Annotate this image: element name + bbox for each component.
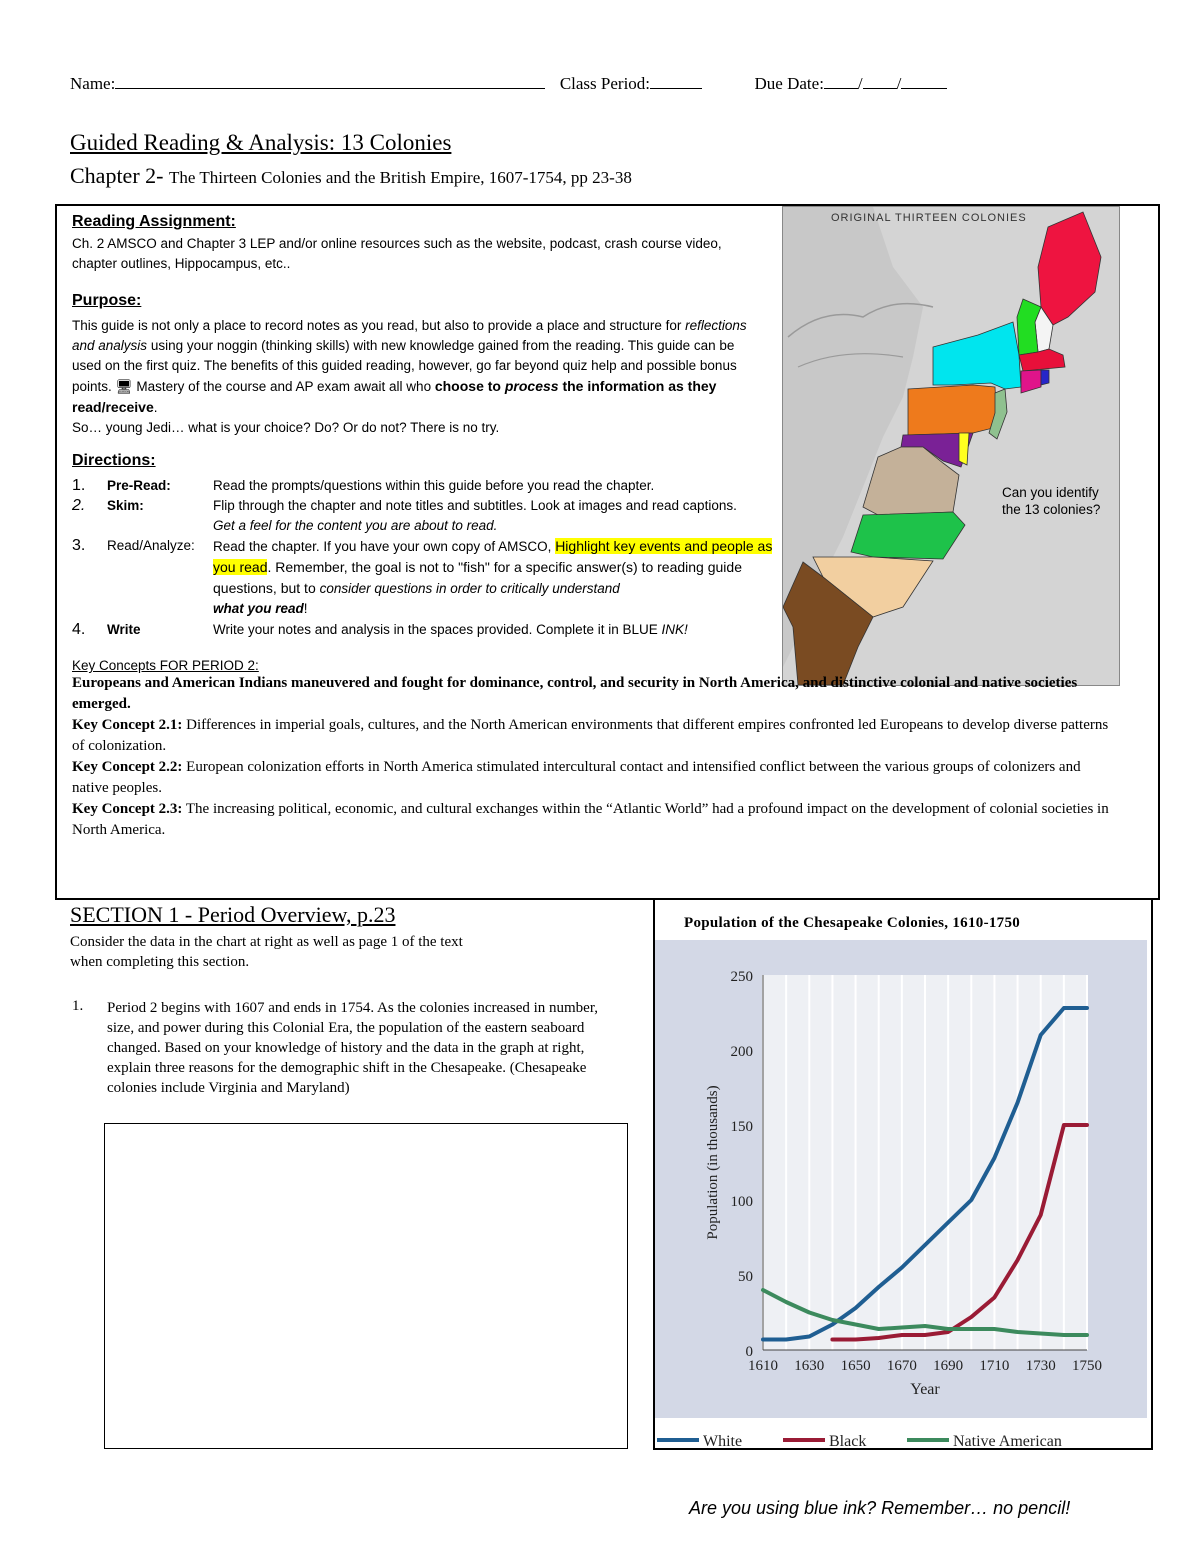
direction-number: 1.	[72, 477, 86, 494]
direction-text-italic: Get a feel for the content you are about to read.	[213, 518, 498, 533]
direction-text-italic: consider questions in order to critically understand	[319, 581, 620, 596]
purpose-text	[72, 316, 762, 418]
section1-title: SECTION 1 - Period Overview, p.23	[70, 902, 396, 927]
purpose-italic: reflections and analysis	[72, 318, 747, 353]
x-tick-label: 1750	[1072, 1358, 1102, 1374]
direction-text-main: Write your notes and analysis in the spaces provided. Complete it in BLUE	[213, 622, 662, 637]
legend-label: White	[703, 1433, 743, 1448]
direction-item	[72, 536, 782, 620]
key-concept-label: Key Concept 2.3:	[72, 801, 183, 817]
direction-text-b: . Remember, the goal is not to "fish" for a specific answer(s) to reading guide questions, but to	[213, 559, 742, 596]
y-tick-label: 50	[738, 1269, 753, 1285]
class-period-blank[interactable]	[650, 74, 702, 89]
direction-number: 3.	[72, 537, 86, 554]
chart-legend	[657, 1433, 1062, 1448]
direction-text	[213, 496, 783, 536]
name-label: Name:	[70, 74, 116, 93]
reading-assignment	[72, 213, 752, 274]
key-concepts	[72, 658, 1112, 841]
purpose-sentence-3: Mastery of the course and AP exam await all who	[132, 379, 432, 394]
plot-area	[705, 969, 1102, 1398]
direction-label: Pre-Read:	[107, 478, 171, 493]
x-axis-label: Year	[910, 1381, 940, 1398]
key-concepts-heading: Key Concepts FOR PERIOD 2:	[72, 658, 259, 673]
direction-item	[72, 476, 782, 496]
direction-number: 4.	[72, 621, 86, 638]
class-period-label: Class Period:	[559, 74, 651, 93]
map-question: Can you identify the 13 colonies?	[1002, 485, 1101, 517]
y-tick-label: 100	[730, 1194, 753, 1210]
chapter-subtitle: The Thirteen Colonies and the British Empire, 1607-1754, pp 23-38	[168, 168, 632, 187]
purpose-bold-b: the information as they read/receive	[72, 378, 717, 415]
footer-note: Are you using blue ink? Remember… no pencil!	[689, 1498, 1071, 1518]
directions-heading: Directions:	[72, 452, 156, 469]
key-concept-label: Key Concept 2.2:	[72, 759, 183, 775]
answer-box[interactable]	[104, 1123, 628, 1449]
direction-text-end: !	[303, 601, 308, 616]
key-concept-text: The increasing political, economic, and cultural exchanges within the “Atlantic World” had a profound impact on the development of colonial societies in North America.	[72, 801, 1109, 838]
direction-text	[213, 536, 783, 619]
chart-title: Population of the Chesapeake Colonies, 1610-1750	[684, 915, 1021, 931]
due-year-blank[interactable]	[901, 74, 947, 89]
direction-text: Read the prompts/questions within this guide before you read the chapter.	[213, 478, 655, 493]
reading-text: Ch. 2 AMSCO and Chapter 3 LEP and/or online resources such as the website, podcast, crash course video, chapter outlines, Hippocampus, etc..	[72, 236, 722, 271]
north-carolina-region	[851, 512, 965, 559]
key-concept-text: Differences in imperial goals, cultures, and the North American environments that different empires confronted led Europeans to develop diverse patterns of colonization.	[72, 717, 1109, 754]
purpose-bold-italic: process	[504, 378, 559, 394]
y-axis-label: Population (in thousands)	[705, 1085, 721, 1240]
key-concept-item	[72, 715, 1112, 757]
x-tick-label: 1730	[1025, 1358, 1056, 1374]
population-chart	[655, 940, 1147, 1448]
purpose-period: .	[153, 400, 158, 415]
key-concept-item	[72, 799, 1112, 841]
direction-label: Write	[107, 622, 141, 637]
jedi-line: So… young Jedi… what is your choice? Do? Or do not? There is no try.	[72, 420, 500, 435]
x-tick-label: 1610	[748, 1358, 778, 1374]
direction-text-bold-italic: what you read	[213, 601, 304, 616]
direction-text-main: Flip through the chapter and note titles and subtitles. Look at images and read captions.	[213, 498, 737, 513]
x-tick-label: 1650	[840, 1358, 871, 1374]
map-title: ORIGINAL THIRTEEN COLONIES	[831, 212, 1027, 224]
question-text: Period 2 begins with 1607 and ends in 1754. As the colonies increased in number, size, and power during this Colonial Era, the population of the eastern seaboard changed. Based on your knowledge of history and the data in the graph at right, explain three reasons for the demographic shift in the Chesapeake. (Chesapeake colonies include Virginia and Maryland)	[107, 1000, 598, 1096]
page-title: Guided Reading & Analysis: 13 Colonies	[70, 130, 452, 155]
directions-section	[72, 452, 782, 640]
computer-icon: 🖥	[115, 379, 133, 394]
purpose-sentence-1: This guide is not only a place to record notes as you read, but also to provide a place and structure for	[72, 318, 682, 333]
pennsylvania-region	[908, 385, 997, 435]
x-tick-label: 1630	[794, 1358, 825, 1374]
question-number: 1.	[72, 998, 84, 1014]
legend-label: Black	[829, 1433, 867, 1448]
direction-number: 2.	[72, 497, 86, 514]
section1-intro: Consider the data in the chart at right as well as page 1 of the text when completing this section.	[70, 934, 463, 970]
key-concept-text: European colonization efforts in North America stimulated intercultural contact and intensified conflict between the various groups of colonizers and native peoples.	[72, 759, 1081, 796]
y-tick-label: 150	[730, 1119, 753, 1135]
purpose-heading: Purpose:	[72, 292, 142, 309]
date-separator: /	[857, 74, 863, 93]
direction-label: Read/Analyze:	[107, 538, 195, 553]
highlighted-text: Highlight key events and people as you read	[213, 538, 773, 575]
reading-heading: Reading Assignment:	[72, 213, 236, 230]
direction-text-a: Read the chapter. If you have your own copy of AMSCO,	[213, 539, 556, 554]
direction-item	[72, 620, 782, 640]
legend-label: Native American	[953, 1433, 1062, 1448]
y-tick-label: 250	[730, 969, 753, 985]
due-month-blank[interactable]	[824, 74, 858, 89]
x-tick-label: 1690	[933, 1358, 964, 1374]
direction-label: Skim:	[107, 498, 144, 513]
purpose-bold-a: choose to	[434, 378, 505, 394]
direction-text	[213, 620, 783, 640]
due-date-label: Due Date:	[754, 74, 824, 93]
delaware-region	[959, 433, 969, 465]
header-fields	[70, 74, 947, 94]
direction-item	[72, 496, 782, 536]
x-tick-label: 1710	[979, 1358, 1010, 1374]
key-concept-item	[72, 757, 1112, 799]
rhode-island-region	[1041, 370, 1049, 385]
key-concept-label: Key Concept 2.1:	[72, 717, 183, 733]
purpose-section	[72, 292, 762, 438]
x-tick-label: 1670	[886, 1358, 917, 1374]
purpose-sentence-2: using your noggin (thinking skills) with new knowledge gained from the reading. This guide can be used on the first quiz. The benefits of this guided reading, however, go far beyond quiz help and possible bonus points.	[72, 338, 737, 394]
colonies-map	[782, 206, 1120, 686]
due-day-blank[interactable]	[863, 74, 897, 89]
colonies-map-image	[783, 207, 1119, 685]
key-concepts-intro: Europeans and American Indians maneuvered and fought for dominance, control, and security in North America, and distinctive colonial and native societies emerged.	[72, 675, 1078, 712]
y-tick-label: 0	[745, 1344, 753, 1360]
chapter-heading	[70, 163, 632, 189]
y-tick-label: 200	[730, 1044, 753, 1060]
date-separator: /	[896, 74, 902, 93]
chapter-label: Chapter 2-	[70, 163, 164, 188]
direction-text-italic: INK!	[661, 622, 688, 637]
name-blank[interactable]	[115, 74, 545, 89]
